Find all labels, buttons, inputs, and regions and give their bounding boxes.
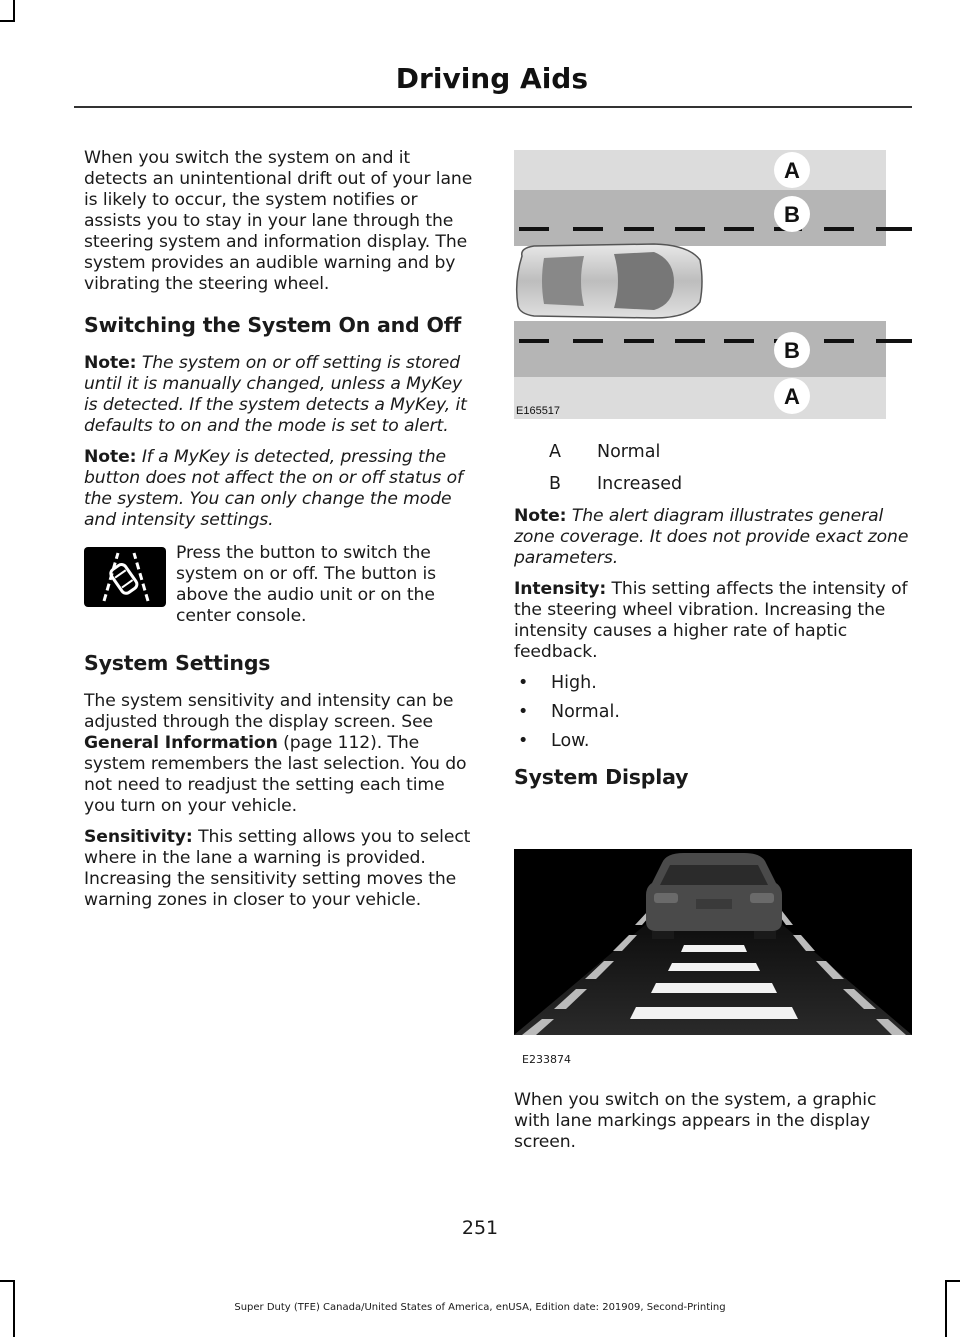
bullet: • xyxy=(518,673,529,693)
list-item xyxy=(514,673,912,693)
note-mykey xyxy=(84,447,476,531)
heading-switching: Switching the System On and Off xyxy=(84,313,462,337)
crop-mark xyxy=(0,20,15,22)
button-paragraph: Press the button to switch the system on or off. The button is above the audio unit or on the center console. xyxy=(176,543,437,626)
footer-edition: Super Duty (TFE) Canada/United States of America, enUSA, Edition date: 201909, Second-Printing xyxy=(234,1302,726,1313)
sensitivity-label: Sensitivity: xyxy=(84,827,193,847)
sensitivity-text: This setting allows you to select where in the lane a warning is provided. Increasing the sensitivity setting moves the warning zones in closer to your vehicle. xyxy=(84,827,471,910)
note-label: Note: xyxy=(84,353,137,373)
intensity-label: Intensity: xyxy=(514,579,607,599)
note-label: Note: xyxy=(84,447,137,467)
list-item-text: High. xyxy=(551,673,597,693)
general-information-link[interactable]: General Information xyxy=(84,733,278,753)
image-code: E165517 xyxy=(516,405,561,417)
bullet: • xyxy=(518,702,529,722)
bullet: • xyxy=(518,731,529,751)
header-rule xyxy=(74,106,912,108)
settings-text: (page 112). The system remembers the last selection. You do not need to readjust the setting each time you turn on your vehicle. xyxy=(84,733,467,816)
legend-value: Normal xyxy=(597,442,661,462)
legend-key: B xyxy=(549,474,562,494)
crop-mark xyxy=(13,0,15,22)
lane-keeping-button-icon xyxy=(84,547,166,607)
note-label: Note: xyxy=(514,506,567,526)
list-item-text: Low. xyxy=(551,731,590,751)
heading-system-settings: System Settings xyxy=(84,651,271,675)
page-title: Driving Aids xyxy=(395,62,588,95)
settings-text: The system sensitivity and intensity can be adjusted through the display screen. See xyxy=(84,691,454,732)
lane-display-graphic xyxy=(514,849,912,1035)
legend-row xyxy=(514,442,912,462)
vehicle-rear-icon xyxy=(646,853,782,939)
list-item-text: Normal. xyxy=(551,702,620,722)
list-item xyxy=(514,731,912,751)
zone-label-b: B xyxy=(784,202,800,227)
page-number: 251 xyxy=(461,1217,499,1239)
zone-label-b: B xyxy=(784,338,800,363)
heading-system-display: System Display xyxy=(514,765,689,789)
left-column xyxy=(84,148,476,921)
legend-row xyxy=(514,474,912,494)
settings-paragraph xyxy=(84,691,476,817)
zone-label-a: A xyxy=(784,384,800,409)
crop-mark xyxy=(0,1280,15,1282)
intensity-options-list xyxy=(514,673,912,751)
button-paragraph-block xyxy=(84,543,476,627)
legend-key: A xyxy=(549,442,561,462)
list-item xyxy=(514,702,912,722)
display-paragraph: When you switch on the system, a graphic with lane markings appears in the display screen. xyxy=(514,1090,877,1152)
lane-zone-diagram xyxy=(514,148,886,424)
sensitivity-paragraph xyxy=(84,827,476,911)
note-text: The system on or off setting is stored until it is manually changed, unless a MyKey is detected. If the system detects a MyKey, it defaults to on and the mode is set to alert. xyxy=(84,353,467,436)
legend-value: Increased xyxy=(597,474,683,494)
intensity-text: This setting affects the intensity of the steering wheel vibration. Increasing the intensity causes a higher rate of haptic feedback. xyxy=(514,579,908,662)
right-column xyxy=(514,148,912,1163)
crop-mark xyxy=(945,1280,960,1282)
note-stored-setting xyxy=(84,353,476,437)
car-top-view-icon xyxy=(517,244,702,318)
intensity-paragraph xyxy=(514,579,912,663)
note-text: The alert diagram illustrates general zone coverage. It does not provide exact zone parameters. xyxy=(514,506,909,568)
note-text: If a MyKey is detected, pressing the button does not affect the on or off status of the system. You can only change the mode and intensity settings. xyxy=(84,447,463,530)
intro-paragraph: When you switch the system on and it detects an unintentional drift out of your lane is likely to occur, the system notifies or assists you to stay in your lane through the steering system and information display. The system provides an audible warning and by vibrating the steering wheel. xyxy=(84,148,473,294)
note-alert-diagram xyxy=(514,506,912,569)
image-code: E233874 xyxy=(522,1053,571,1066)
zone-label-a: A xyxy=(784,158,800,183)
